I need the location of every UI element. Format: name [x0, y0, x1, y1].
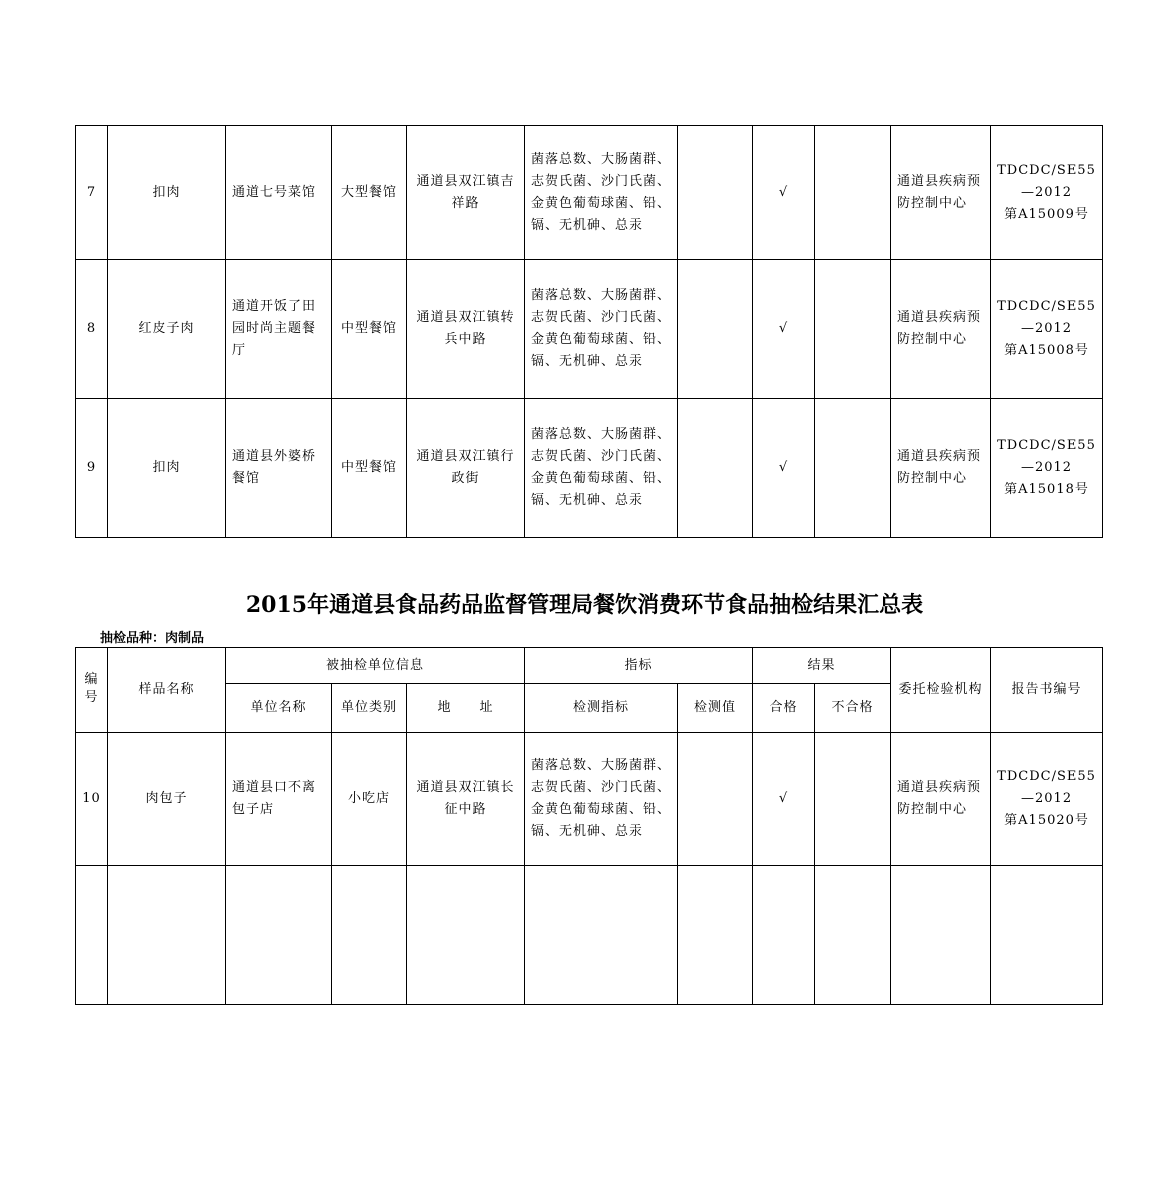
upper-results-table	[75, 125, 1103, 538]
sample-name: 扣肉	[108, 126, 226, 260]
report-number	[991, 733, 1103, 866]
header-row	[76, 648, 1103, 684]
pass-mark: √	[753, 260, 815, 399]
table-row	[76, 260, 1103, 399]
empty-cell	[753, 866, 815, 1005]
row-number: 9	[76, 399, 108, 538]
fail-mark	[815, 399, 891, 538]
empty-cell	[332, 866, 407, 1005]
empty-cell	[678, 866, 753, 1005]
empty-cell	[76, 866, 108, 1005]
empty-cell	[891, 866, 991, 1005]
unit-name: 通道县口不离包子店	[226, 733, 332, 866]
sample-name: 红皮子肉	[108, 260, 226, 399]
empty-cell	[226, 866, 332, 1005]
report-number-line1: TDCDC/SE55—2012	[997, 769, 1096, 806]
table-row	[76, 733, 1103, 866]
unit-name: 通道七号菜馆	[226, 126, 332, 260]
sample-name: 肉包子	[108, 733, 226, 866]
report-number-line2: 第A15018号	[1004, 482, 1089, 497]
report-number-line2: 第A15020号	[1004, 813, 1089, 828]
sample-name: 扣肉	[108, 399, 226, 538]
fail-mark	[815, 733, 891, 866]
header-agency: 委托检验机构	[891, 648, 991, 733]
empty-cell	[108, 866, 226, 1005]
fail-mark	[815, 260, 891, 399]
pass-mark: √	[753, 399, 815, 538]
header-report: 报告书编号	[991, 648, 1103, 733]
header-no: 编号	[76, 648, 108, 733]
header-indicators: 检测指标	[525, 684, 678, 733]
unit-type: 中型餐馆	[332, 260, 407, 399]
empty-table-row	[76, 866, 1103, 1005]
empty-cell	[525, 866, 678, 1005]
address: 通道县双江镇行政街	[407, 399, 525, 538]
header-pass: 合格	[753, 684, 815, 733]
testing-agency: 通道县疾病预防控制中心	[891, 399, 991, 538]
header-result-group: 结果	[753, 648, 891, 684]
address: 通道县双江镇转兵中路	[407, 260, 525, 399]
header-unit-type: 单位类别	[332, 684, 407, 733]
header-unit-name: 单位名称	[226, 684, 332, 733]
test-value	[678, 733, 753, 866]
table-row	[76, 126, 1103, 260]
table-row	[76, 399, 1103, 538]
pass-mark: √	[753, 733, 815, 866]
testing-agency: 通道县疾病预防控制中心	[891, 260, 991, 399]
address: 通道县双江镇吉祥路	[407, 126, 525, 260]
test-indicators: 菌落总数、大肠菌群、志贺氏菌、沙门氏菌、金黄色葡萄球菌、铅、镉、无机砷、总汞	[525, 126, 678, 260]
unit-type: 大型餐馆	[332, 126, 407, 260]
header-value: 检测值	[678, 684, 753, 733]
test-value	[678, 126, 753, 260]
fail-mark	[815, 126, 891, 260]
empty-cell	[815, 866, 891, 1005]
testing-agency: 通道县疾病预防控制中心	[891, 126, 991, 260]
report-number	[991, 260, 1103, 399]
address: 通道县双江镇长征中路	[407, 733, 525, 866]
row-number: 8	[76, 260, 108, 399]
unit-type: 中型餐馆	[332, 399, 407, 538]
header-unit-info: 被抽检单位信息	[226, 648, 525, 684]
row-number: 10	[76, 733, 108, 866]
test-indicators: 菌落总数、大肠菌群、志贺氏菌、沙门氏菌、金黄色葡萄球菌、铅、镉、无机砷、总汞	[525, 260, 678, 399]
unit-name: 通道县外婆桥餐馆	[226, 399, 332, 538]
pass-mark: √	[753, 126, 815, 260]
unit-name: 通道开饭了田园时尚主题餐厅	[226, 260, 332, 399]
header-address: 地 址	[407, 684, 525, 733]
report-number	[991, 399, 1103, 538]
report-number-line1: TDCDC/SE55—2012	[997, 299, 1096, 336]
test-value	[678, 260, 753, 399]
sample-category-label: 抽检品种：肉制品	[100, 631, 205, 646]
header-fail: 不合格	[815, 684, 891, 733]
report-number-line2: 第A15008号	[1004, 343, 1089, 358]
report-number	[991, 126, 1103, 260]
report-number-line2: 第A15009号	[1004, 206, 1089, 222]
test-indicators: 菌落总数、大肠菌群、志贺氏菌、沙门氏菌、金黄色葡萄球菌、铅、镉、无机砷、总汞	[525, 733, 678, 866]
row-number: 7	[76, 126, 108, 260]
test-value	[678, 399, 753, 538]
header-sample: 样品名称	[108, 648, 226, 733]
test-indicators: 菌落总数、大肠菌群、志贺氏菌、沙门氏菌、金黄色葡萄球菌、铅、镉、无机砷、总汞	[525, 399, 678, 538]
header-indicator-group: 指标	[525, 648, 753, 684]
empty-cell	[407, 866, 525, 1005]
empty-cell	[991, 866, 1103, 1005]
page-title: 2015年通道县食品药品监督管理局餐饮消费环节食品抽检结果汇总表	[245, 592, 924, 618]
report-number-line1: TDCDC/SE55—2012	[997, 438, 1096, 475]
testing-agency: 通道县疾病预防控制中心	[891, 733, 991, 866]
report-number-line1: TDCDC/SE55—2012	[997, 162, 1096, 200]
lower-results-table	[75, 647, 1103, 1005]
unit-type: 小吃店	[332, 733, 407, 866]
